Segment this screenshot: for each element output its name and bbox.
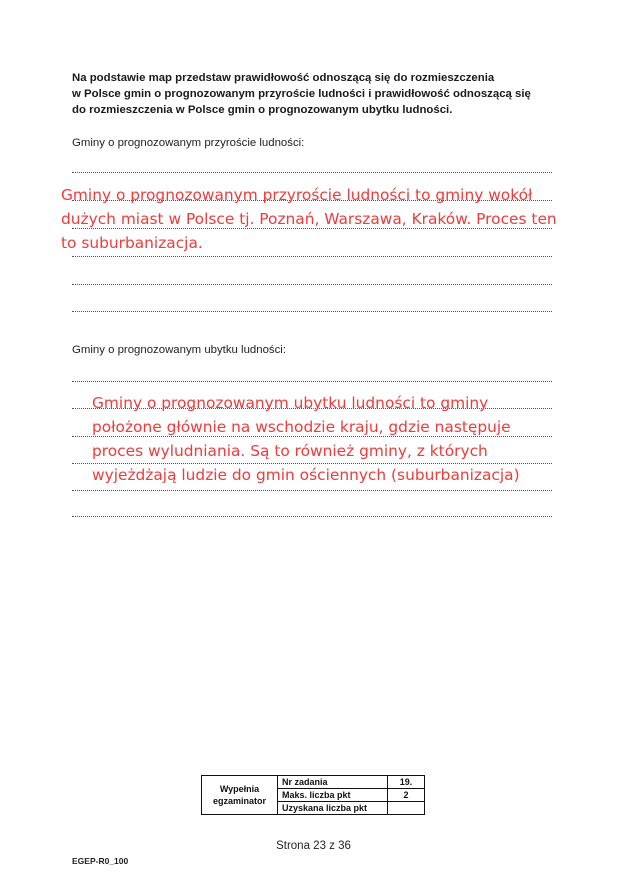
answer-text-line: to suburbanizacja. [61,234,203,252]
task-line: do rozmieszczenia w Polsce gmin o prognozowanym ubytku ludności. [72,104,453,116]
answer-line [72,516,552,517]
answer-text-line: Gminy o prognozowanym ubytku ludności to gminy [92,394,489,412]
examiner-cell [202,776,278,815]
answer-line [72,256,552,257]
page-number: Strona 23 z 36 [276,840,351,852]
answer-line [72,311,552,312]
answer-text-line: wyjeżdżają ludzie do gmin ościennych (suburbanizacja) [92,466,520,484]
task-line: Na podstawie map przedstaw prawidłowość odnoszącą się do rozmieszczenia [72,72,495,84]
decline-label: Gminy o prognozowanym ubytku ludności: [72,344,286,356]
answer-text-line: dużych miast w Polsce tj. Poznań, Warszawa, Kraków. Proces ten [61,210,557,228]
score-row-label: Maks. liczba pkt [278,789,388,802]
task-line: w Polsce gmin o prognozowanym przyroście ludności i prawidłowość odnoszącą się [72,88,531,100]
document-code: EGEP-R0_100 [72,856,129,866]
task-instruction [72,70,562,118]
score-input-cell[interactable] [388,802,425,815]
answer-line [72,381,552,382]
decline-answer [92,391,520,487]
answer-line [72,284,552,285]
score-row-label: Nr zadania [278,776,388,789]
examiner-label: Wypełnia [219,784,260,794]
answer-text-line: proces wyludniania. Są to również gminy, z których [92,442,488,460]
answer-line [72,490,552,491]
score-row-label: Uzyskana liczba pkt [278,802,388,815]
answer-text-line: Gminy o prognozowanym przyroście ludności to gminy wokół [61,186,533,204]
score-row-value: 19. [388,776,425,789]
score-row-value: 2 [388,789,425,802]
answer-text-line: położone głównie na wschodzie kraju, gdzie następuje [92,418,511,436]
growth-answer [61,183,557,255]
examiner-label: egzaminator [212,796,266,806]
answer-line [72,172,552,173]
growth-label: Gminy o prognozowanym przyroście ludności: [72,137,305,149]
score-table [201,775,425,815]
